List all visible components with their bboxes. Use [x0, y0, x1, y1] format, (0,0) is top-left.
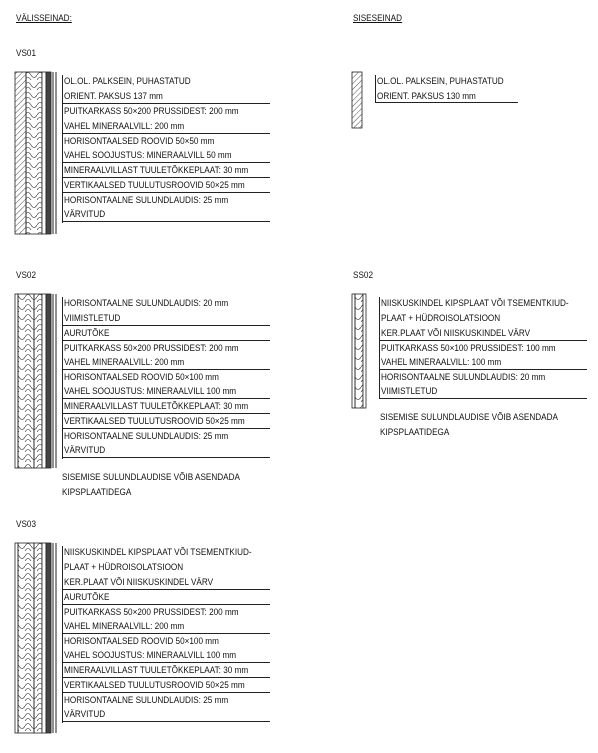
legend-line: VÄRVITUD	[64, 445, 106, 456]
legend-line: VERTIKAALSED TUULUTUSROOVID 50×25 mm	[64, 180, 245, 191]
legend-line: VERTIKAALSED TUULUTUSROOVID 50×25 mm	[64, 680, 245, 691]
legend-line: PLAAT + HÜDROISOLATSIOON	[381, 313, 501, 324]
legend-line: PUITKARKASS 50×200 PRUSSIDEST: 200 mm	[64, 343, 239, 354]
exterior-walls-header: VÄLISSEINAD:	[16, 13, 72, 24]
legend-line: VERTIKAALSED TUULUTUSROOVID 50×25 mm	[64, 416, 245, 427]
legend-line: MINERAALVILLAST TUULETÕKKEPLAAT: 30 mm	[64, 401, 249, 412]
legend-line: HORISONTAALNE SULUNDLAUDIS: 25 mm	[64, 695, 229, 706]
legend-line: VIIMISTLETUD	[64, 313, 121, 324]
legend-line: VAHEL SOOJUSTUS: MINERAALVILL 100 mm	[64, 650, 237, 661]
legend-line: KER.PLAAT VÕI NIISKUSKINDEL VÄRV	[64, 577, 214, 588]
legend-line: NIISKUSKINDEL KIPSPLAAT VÕI TSEMENTKIUD-	[64, 547, 252, 558]
legend-line: VAHEL MINERAALVILL: 200 mm	[64, 621, 185, 632]
wall-section-vs02	[13, 292, 59, 470]
legend-line: VÄRVITUD	[64, 209, 106, 220]
legend-vs02	[62, 297, 270, 462]
legend-line: VAHEL MINERAALVILL: 200 mm	[64, 121, 185, 132]
legend-line: PLAAT + HÜDROISOLATSIOON	[64, 562, 184, 573]
legend-line: HORISONTAALSED ROOVID 50×100 mm	[64, 372, 219, 383]
legend-line: PUITKARKASS 50×100 PRUSSIDEST: 100 mm	[381, 343, 556, 354]
wall-code-vs01: VS01	[16, 48, 36, 59]
legend-line: HORISONTAALSED ROOVID 50×100 mm	[64, 636, 219, 647]
legend-line: ORIENT. PAKSUS 137 mm	[64, 91, 163, 102]
legend-line: VAHEL SOOJUSTUS: MINERAALVILL 50 mm	[64, 150, 232, 161]
legend-line: OL.OL. PALKSEIN, PUHASTATUD	[64, 76, 191, 87]
legend-vs01	[62, 75, 270, 225]
legend-line: AURUTÕKE	[64, 592, 110, 603]
wall-section-vs01	[13, 70, 59, 236]
wall-section-ss02	[349, 292, 379, 410]
legend-line: VIIMISTLETUD	[381, 386, 438, 397]
legend-line: HORISONTAALNE SULUNDLAUDIS: 20 mm	[64, 298, 229, 309]
wall-code-vs03: VS03	[16, 519, 36, 530]
note-vs02-line-1: SISEMISE SULUNDLAUDISE VÕIB ASENDADA	[62, 472, 240, 483]
note-ss02-line-2: KIPSPLAATIDEGA	[380, 427, 450, 438]
interior-walls-header: SISESEINAD	[353, 13, 403, 24]
legend-line: VAHEL SOOJUSTUS: MINERAALVILL 100 mm	[64, 386, 237, 397]
legend-line: ORIENT. PAKSUS 130 mm	[377, 91, 476, 102]
legend-line: PUITKARKASS 50×200 PRUSSIDEST: 200 mm	[64, 106, 239, 117]
legend-line: VAHEL MINERAALVILL: 100 mm	[381, 357, 502, 368]
legend-line: OL.OL. PALKSEIN, PUHASTATUD	[377, 76, 504, 87]
legend-ss02	[379, 297, 587, 402]
legend-line: HORISONTAALSED ROOVID 50×50 mm	[64, 136, 215, 147]
legend-line: AURUTÕKE	[64, 328, 110, 339]
legend-line: HORISONTAALNE SULUNDLAUDIS: 20 mm	[381, 372, 546, 383]
note-vs02-line-2: KIPSPLAATIDEGA	[62, 487, 132, 498]
legend-vs03	[62, 546, 270, 726]
legend-line: PUITKARKASS 50×200 PRUSSIDEST: 200 mm	[64, 607, 239, 618]
wall-section-interior-log	[349, 70, 375, 130]
legend-line: HORISONTAALNE SULUNDLAUDIS: 25 mm	[64, 195, 229, 206]
legend-line: NIISKUSKINDEL KIPSPLAAT VÕI TSEMENTKIUD-	[381, 298, 569, 309]
legend-interior-log	[375, 75, 518, 105]
wall-code-vs02: VS02	[16, 270, 36, 281]
wall-section-vs03	[13, 541, 59, 735]
legend-line: HORISONTAALNE SULUNDLAUDIS: 25 mm	[64, 431, 229, 442]
legend-line: VÄRVITUD	[64, 709, 106, 720]
legend-line: MINERAALVILLAST TUULETÕKKEPLAAT: 30 mm	[64, 665, 249, 676]
legend-line: VAHEL MINERAALVILL: 200 mm	[64, 357, 185, 368]
legend-line: MINERAALVILLAST TUULETÕKKEPLAAT: 30 mm	[64, 165, 249, 176]
note-ss02-line-1: SISEMISE SULUNDLAUDISE VÕIB ASENDADA	[380, 412, 558, 423]
wall-code-ss02: SS02	[353, 270, 373, 281]
legend-line: KER.PLAAT VÕI NIISKUSKINDEL VÄRV	[381, 328, 531, 339]
